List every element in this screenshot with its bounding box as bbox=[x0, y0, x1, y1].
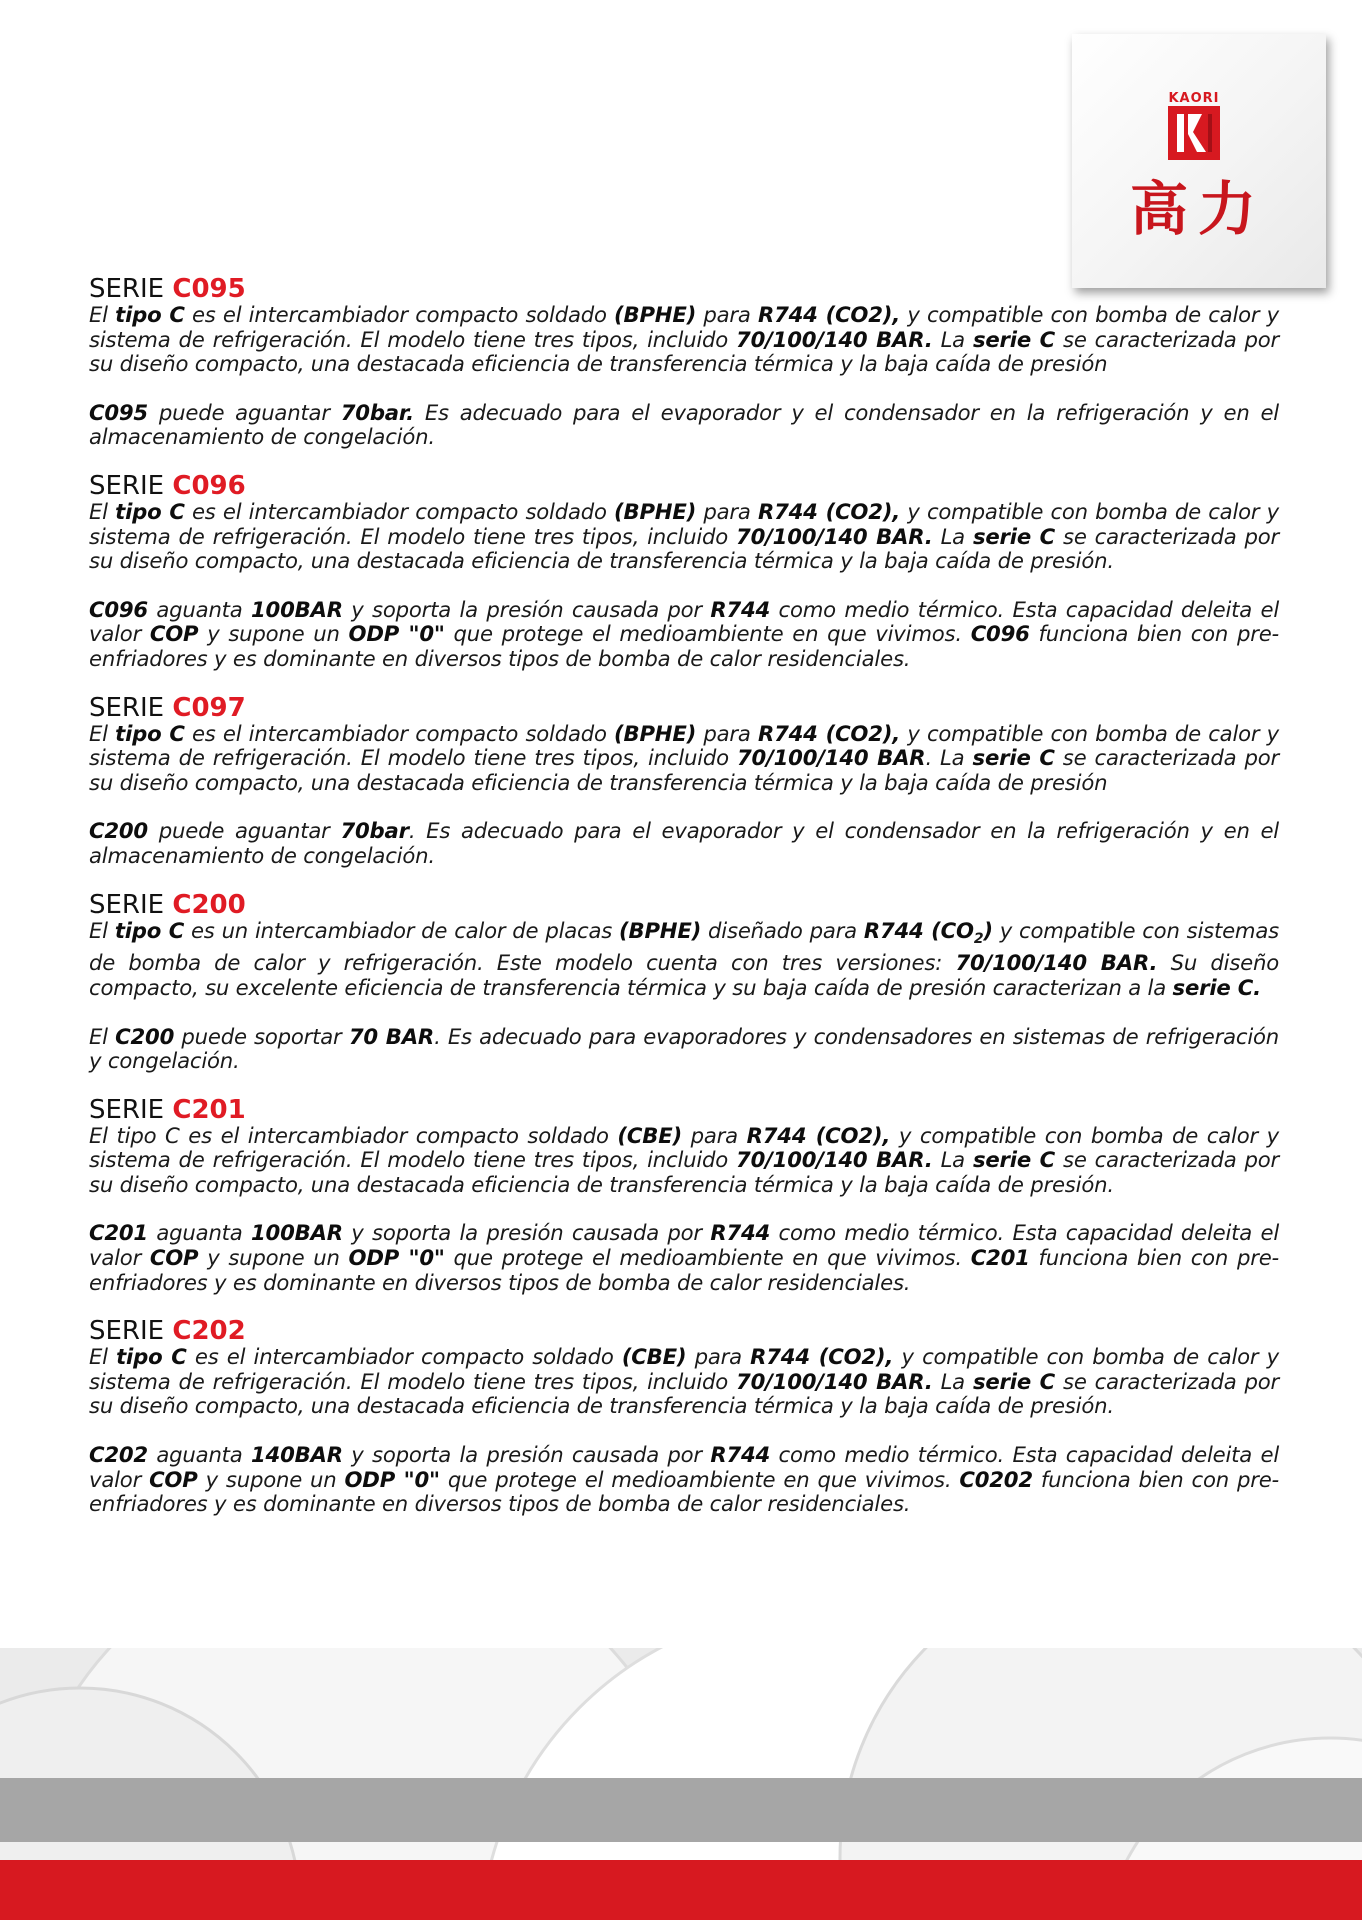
serie-description: El tipo C es el intercambiador compacto soldado (BPHE) para R744 (CO2), y compatible con bomba de calor y sistema de refrigeración. El modelo tiene tres tipos, incluido 70/100/140 BAR. La serie C se caracterizada por su diseño compacto, una destacada eficiencia de transferencia térmica y la baja caída de presión bbox=[89, 302, 1280, 377]
footer-red-band bbox=[0, 1860, 1362, 1920]
serie-code: C202 bbox=[172, 1316, 246, 1347]
serie-pressure-note: C096 aguanta 100BAR y soporta la presión causada por R744 como medio térmico. Esta capacidad deleita el valor COP y supone un ODP "0" que protege el medioambiente en que vivimos. C096 funciona bien con pre-enfriadores y es dominante en diversos tipos de bomba de calor residenciales. bbox=[89, 596, 1280, 671]
serie-pressure-note: C202 aguanta 140BAR y soporta la presión causada por R744 como medio térmico. Esta capacidad deleita el valor COP y supone un ODP "0" que protege el medioambiente en que vivimos. C0202 funciona bien con pre-enfriadores y es dominante en diversos tipos de bomba de calor residenciales. bbox=[89, 1442, 1280, 1517]
serie-label: SERIE bbox=[89, 692, 173, 723]
serie-label: SERIE bbox=[89, 889, 173, 920]
serie-code: C201 bbox=[172, 1094, 246, 1125]
kaori-logo-mark bbox=[1072, 34, 1326, 288]
serie-description: El tipo C es el intercambiador compacto soldado (BPHE) para R744 (CO2), y compatible con bomba de calor y sistema de refrigeración. El modelo tiene tres tipos, incluido 70/100/140 BAR. La serie C se caracterizada por su diseño compacto, una destacada eficiencia de transferencia térmica y la baja caída de presión. bbox=[89, 498, 1280, 574]
serie-section-c200 bbox=[89, 891, 1279, 1074]
series-content bbox=[89, 275, 1279, 1517]
serie-pressure-note: C200 puede aguantar 70bar. Es adecuado para el evaporador y el condensador en la refrigeración y en el almacenamiento de congelación. bbox=[89, 818, 1279, 868]
serie-label: SERIE bbox=[89, 1316, 173, 1347]
serie-pressure-note: El C200 puede soportar 70 BAR. Es adecuado para evaporadores y condensadores en sistemas de refrigeración y congelación. bbox=[89, 1023, 1280, 1074]
serie-description: El tipo C es el intercambiador compacto soldado (CBE) para R744 (CO2), y compatible con bomba de calor y sistema de refrigeración. El modelo tiene tres tipos, incluido 70/100/140 BAR. La serie C se caracterizada por su diseño compacto, una destacada eficiencia de transferencia térmica y la baja caída de presión. bbox=[89, 1122, 1280, 1197]
serie-pressure-note: C095 puede aguantar 70bar. Es adecuado para el evaporador y el condensador en la refrigeración y en el almacenamiento de congelación. bbox=[89, 399, 1279, 450]
serie-section-c095 bbox=[89, 275, 1279, 450]
serie-section-c202 bbox=[89, 1317, 1279, 1517]
serie-code: C095 bbox=[172, 274, 246, 304]
footer-grey-band bbox=[0, 1778, 1362, 1842]
serie-heading bbox=[89, 275, 1279, 303]
serie-code: C200 bbox=[172, 889, 246, 920]
serie-label: SERIE bbox=[89, 274, 173, 304]
serie-heading bbox=[89, 891, 1279, 919]
serie-code: C096 bbox=[172, 470, 246, 501]
serie-heading bbox=[89, 694, 1279, 722]
kaori-logo bbox=[1072, 34, 1326, 288]
serie-description: El tipo C es un intercambiador de calor de placas (BPHE) diseñado para R744 $(CO_2)$ y compatible con sistemas de bomba de calor y refrigeración. Este modelo cuenta con tres versiones: 70/100/140 BAR. Su diseño compacto, su excelente eficiencia de transferencia térmica y su baja caída de presión caracterizan a la serie C. bbox=[89, 917, 1279, 1000]
serie-description: El tipo C es el intercambiador compacto soldado (BPHE) para R744 (CO2), y compatible con bomba de calor y sistema de refrigeración. El modelo tiene tres tipos, incluido 70/100/140 BAR. La serie C se caracterizada por su diseño compacto, una destacada eficiencia de transferencia térmica y la baja caída de presión bbox=[89, 720, 1280, 795]
serie-description: El tipo C es el intercambiador compacto soldado (CBE) para R744 (CO2), y compatible con bomba de calor y sistema de refrigeración. El modelo tiene tres tipos, incluido 70/100/140 BAR. La serie C se caracterizada por su diseño compacto, una destacada eficiencia de transferencia térmica y la baja caída de presión. bbox=[89, 1344, 1279, 1419]
serie-heading bbox=[89, 472, 1279, 500]
serie-heading bbox=[89, 1317, 1279, 1345]
serie-label: SERIE bbox=[89, 470, 173, 501]
logo-brand-text: KAORI bbox=[1168, 91, 1220, 106]
serie-section-c097 bbox=[89, 694, 1279, 869]
logo-chinese-text: 高力 bbox=[1129, 175, 1267, 243]
serie-pressure-note: C201 aguanta 100BAR y soporta la presión causada por R744 como medio térmico. Esta capacidad deleita el valor COP y supone un ODP "0" que protege el medioambiente en que vivimos. C201 funciona bien con pre-enfriadores y es dominante en diversos tipos de bomba de calor residenciales. bbox=[89, 1220, 1280, 1295]
serie-section-c201 bbox=[89, 1096, 1279, 1296]
serie-code: C097 bbox=[172, 692, 246, 723]
serie-heading bbox=[89, 1096, 1279, 1124]
serie-label: SERIE bbox=[89, 1094, 173, 1125]
serie-section-c096 bbox=[89, 472, 1279, 672]
